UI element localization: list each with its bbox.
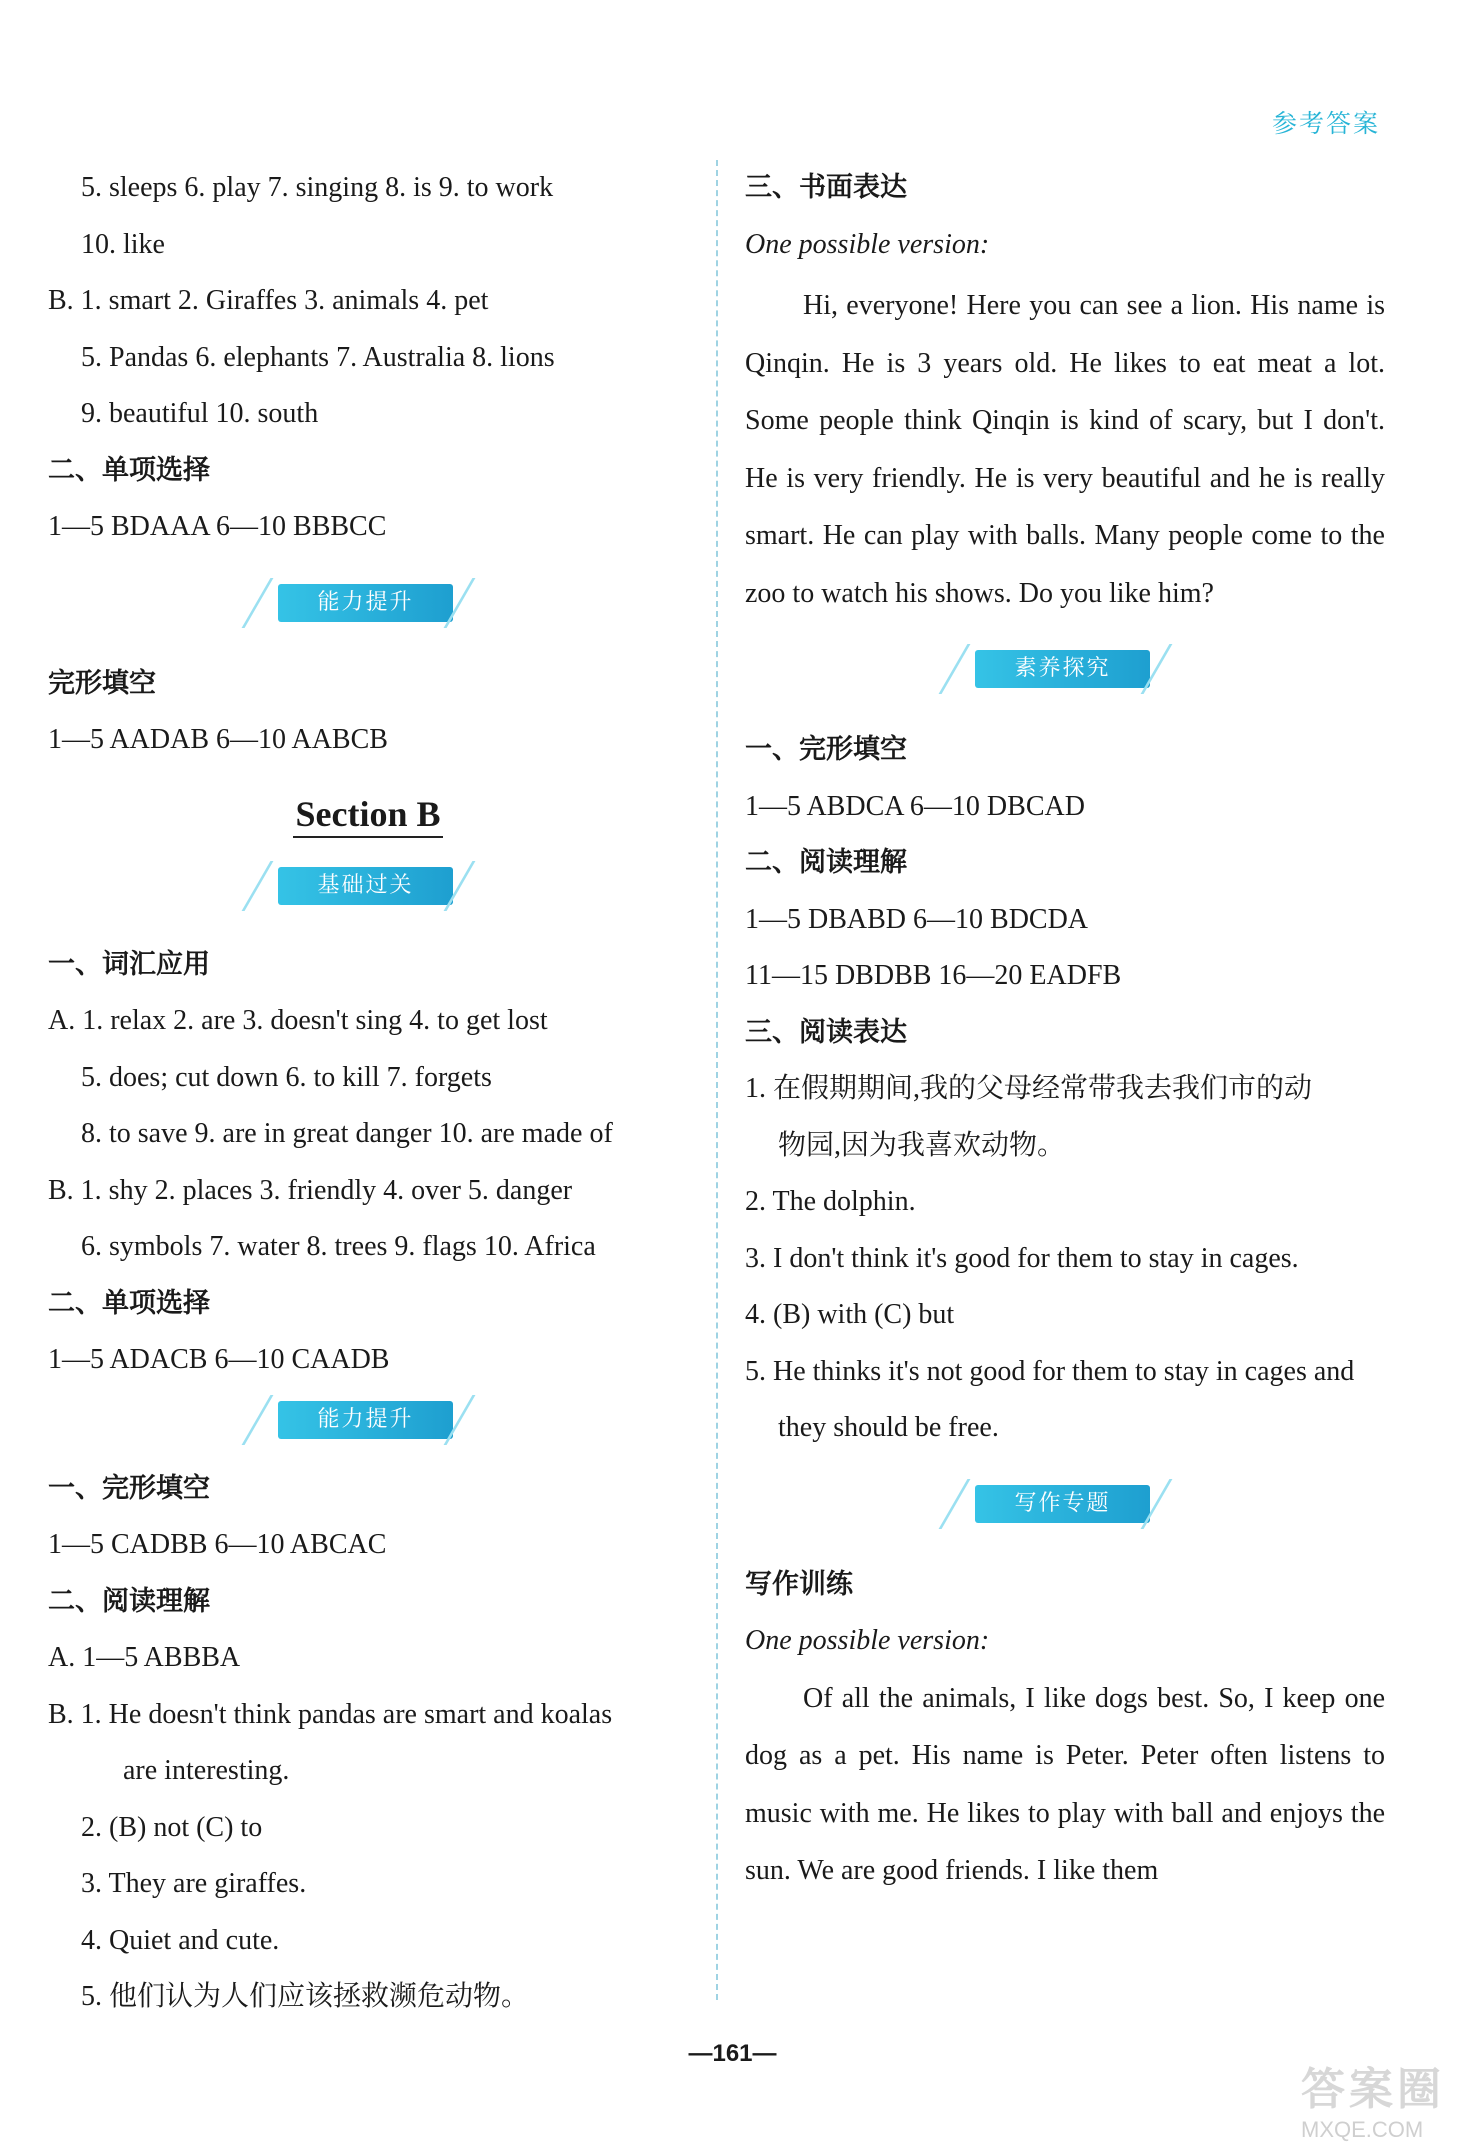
possible-version-label: One possible version: bbox=[745, 1625, 990, 1656]
possible-version-label: One possible version: bbox=[745, 228, 990, 260]
section-heading: 三、书面表达 bbox=[745, 172, 907, 203]
section-heading: 写作训练 bbox=[745, 1568, 853, 1600]
answer-line: 1—5 AADAB 6—10 AABCB bbox=[48, 724, 388, 755]
column-divider bbox=[716, 160, 718, 2000]
answer-line: B. 1. smart 2. Giraffes 3. animals 4. pet bbox=[48, 285, 489, 316]
banner-row bbox=[745, 622, 1385, 722]
header-label: 参考答案 bbox=[1271, 109, 1380, 138]
answer-line: A. 1. relax 2. are 3. doesn't sing 4. to get lost bbox=[48, 1005, 548, 1036]
section-heading: 二、单项选择 bbox=[48, 454, 210, 486]
section-heading: 三、阅读表达 bbox=[745, 1016, 907, 1048]
answer-line: 1—5 CADBB 6—10 ABCAC bbox=[48, 1529, 387, 1560]
answer-line: 5. does; cut down 6. to kill 7. forgets bbox=[81, 1061, 492, 1093]
section-heading: 一、完形填空 bbox=[48, 1472, 210, 1504]
left-column bbox=[48, 160, 688, 2026]
basic-banner: 基础过关 bbox=[278, 867, 453, 905]
banner-row bbox=[48, 1389, 688, 1461]
right-column bbox=[745, 160, 1385, 1900]
answer-line: 2. The dolphin. bbox=[745, 1186, 916, 1217]
section-heading: 一、词汇应用 bbox=[48, 948, 210, 980]
answer-line: 5. He thinks it's not good for them to stay in cages and bbox=[745, 1355, 1355, 1387]
essay-paragraph: Of all the animals, I like dogs best. So, I keep one dog as a pet. His name is Peter. Peter often listens to music with me. He likes to play with ball and enjoys the sun. We are good friends. I like them bbox=[745, 1682, 1385, 1886]
answer-line: A. 1—5 ABBBA bbox=[48, 1642, 241, 1673]
answer-line: 1—5 ABDCA 6—10 DBCAD bbox=[745, 790, 1085, 822]
section-heading: 二、阅读理解 bbox=[48, 1585, 210, 1617]
answer-line: 1—5 ADACB 6—10 CAADB bbox=[48, 1344, 390, 1375]
ability-banner: 能力提升 bbox=[278, 1401, 453, 1439]
section-title: Section B bbox=[48, 769, 688, 859]
section-heading: 二、阅读理解 bbox=[745, 847, 907, 878]
watermark bbox=[1301, 2053, 1445, 2143]
writing-banner: 写作专题 bbox=[975, 1485, 1150, 1523]
answer-line: 5. Pandas 6. elephants 7. Australia 8. lions bbox=[81, 341, 555, 373]
answer-line: 8. to save 9. are in great danger 10. are made of bbox=[81, 1118, 613, 1149]
answer-line: 3. They are giraffes. bbox=[81, 1868, 307, 1899]
banner-row bbox=[48, 556, 688, 656]
page-number: —161— bbox=[688, 2040, 777, 2067]
answer-line: B. 1. shy 2. places 3. friendly 4. over 5. danger bbox=[48, 1174, 573, 1206]
literacy-banner: 素养探究 bbox=[975, 650, 1150, 688]
answer-line: they should be free. bbox=[778, 1412, 999, 1443]
answer-line: 3. I don't think it's good for them to stay in cages. bbox=[745, 1242, 1299, 1274]
answer-line: 2. (B) not (C) to bbox=[81, 1811, 263, 1843]
section-heading: 一、完形填空 bbox=[745, 734, 907, 765]
answer-line: are interesting. bbox=[123, 1755, 290, 1786]
answer-line: B. 1. He doesn't think pandas are smart and koalas bbox=[48, 1698, 613, 1730]
answer-line: 1. 在假期期间,我的父母经常带我去我们市的动 bbox=[745, 1073, 1313, 1104]
answer-line: 5. 他们认为人们应该拯救濒危动物。 bbox=[81, 1981, 530, 2012]
answer-line: 物园,因为我喜欢动物。 bbox=[778, 1129, 1066, 1161]
essay-paragraph: Hi, everyone! Here you can see a lion. His name is Qinqin. He is 3 years old. He likes to eat meat a lot. Some people think Qinqin is kind of scary, but I don't. He is very friendly. He is very beautiful and he is really smart. He can play with balls. Many people come to the zoo to watch his shows. Do you like him? bbox=[745, 290, 1385, 609]
answer-line: 5. sleeps 6. play 7. singing 8. is 9. to work bbox=[81, 172, 554, 203]
section-heading: 完形填空 bbox=[48, 667, 156, 699]
answer-line: 4. (B) with (C) but bbox=[745, 1299, 955, 1330]
section-heading: 二、单项选择 bbox=[48, 1287, 210, 1319]
banner-row bbox=[48, 859, 688, 937]
answer-line: 1—5 DBABD 6—10 BDCDA bbox=[745, 903, 1089, 935]
answer-line: 10. like bbox=[81, 228, 165, 260]
answer-line: 9. beautiful 10. south bbox=[81, 398, 319, 429]
answer-line: 4. Quiet and cute. bbox=[81, 1924, 280, 1956]
answer-line: 1—5 BDAAA 6—10 BBBCC bbox=[48, 511, 387, 542]
banner-row bbox=[745, 1457, 1385, 1557]
ability-banner: 能力提升 bbox=[278, 584, 453, 622]
watermark-sub: MXQE.COM bbox=[1301, 2117, 1424, 2142]
answer-line: 11—15 DBDBB 16—20 EADFB bbox=[745, 960, 1122, 991]
watermark-main: 答案圈 bbox=[1301, 2065, 1445, 2114]
answer-line: 6. symbols 7. water 8. trees 9. flags 10. Africa bbox=[81, 1231, 596, 1262]
